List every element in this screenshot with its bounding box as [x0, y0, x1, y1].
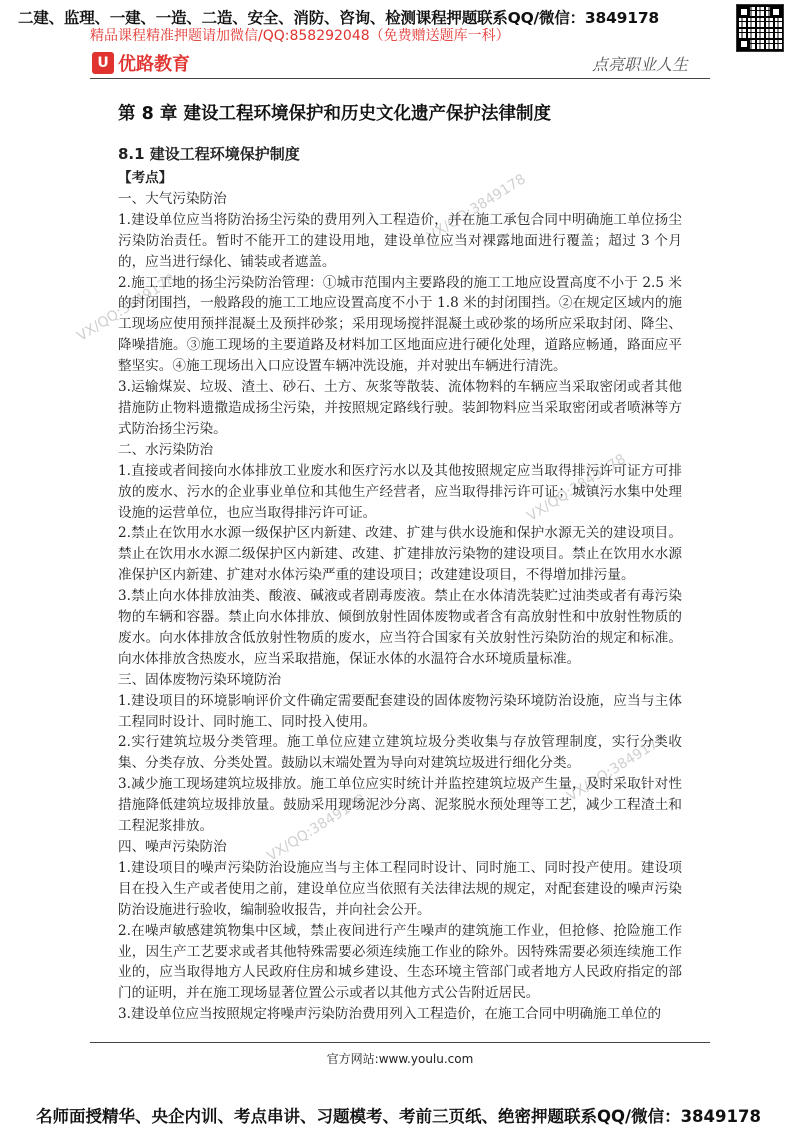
key-point-label: 【考点】: [118, 170, 173, 186]
group-heading: 一、大气污染防治: [118, 190, 227, 207]
list-item: 2.施工工地的扬尘污染防治管理：①城市范围内主要路段的施工工地应设置高度不小于 2.5 米的封闭围挡，一般路段的施工工地应设置高度不小于 1.8 米的封闭围挡。②在规定区域内的施工现场应使用预拌混凝土及预拌砂浆；采用现场搅拌混凝土或砂浆的场所应采取封闭、降尘、降噪措施。③施工现场的主要道路及材料加工区地面应进行硬化处理，道路应畅通，路面应平整坚实。④施工现场出入口应设置车辆冲洗设施，并对驶出车辆进行清洗。: [118, 274, 682, 375]
list-item: 1.建设项目的环境影响评价文件确定需要配套建设的固体废物污染环境防治设施，应当与主体工程同时设计、同时施工、同时投入使用。: [118, 692, 682, 730]
brand-slogan: 点亮职业人生: [592, 55, 689, 74]
section-title: 8.1 建设工程环境保护制度: [118, 145, 300, 163]
document-body: [118, 100, 682, 1025]
group-noise: [118, 837, 682, 1025]
group-solid-waste: [118, 670, 682, 837]
list-item: 1.建设单位应当将防治扬尘污染的费用列入工程造价，并在施工承包合同中明确施工单位扬尘污染防治责任。暂时不能开工的建设用地，建设单位应当对裸露地面进行覆盖；超过 3 个月的，应当进行绿化、铺装或者遮盖。: [118, 211, 682, 270]
logo-text: 优路教育: [118, 54, 190, 75]
promo-subline: 精品课程精准押题请加微信/QQ:858292048（免费赠送题库一科）: [90, 28, 510, 44]
watermark: VX/QQ:3849178: [264, 791, 369, 865]
list-item: 3.减少施工现场建筑垃圾排放。施工单位应实时统计并监控建筑垃圾产生量，及时采取针对性措施降低建筑垃圾排放量。鼓励采用现场泥沙分离、泥浆脱水预处理等工艺，减少工程渣土和工程泥浆排放。: [118, 776, 682, 835]
list-item: 3.建设单位应当按照规定将噪声污染防治费用列入工程造价，在施工合同中明确施工单位的: [118, 1006, 662, 1023]
header-divider: [90, 78, 710, 79]
promo-line: 二建、监理、一建、一造、二造、安全、消防、咨询、检测课程押题联系QQ/微信：3849178: [18, 9, 660, 27]
footer-promo-banner: 名师面授精华、央企内训、考点串讲、习题模考、考前三页纸、绝密押题联系QQ/微信：3849178: [36, 1107, 761, 1126]
chapter-title: 第 8 章 建设工程环境保护和历史文化遗产保护法律制度: [118, 104, 551, 124]
qr-code-icon: [736, 4, 784, 52]
watermark: VX/QQ:3849178: [564, 731, 669, 805]
footer-divider: [90, 1042, 710, 1043]
group-heading: 四、噪声污染防治: [118, 839, 227, 855]
list-item: 1.直接或者间接向水体排放工业废水和医疗污水以及其他按照规定应当取得排污许可证方可排放的废水、污水的企业事业单位和其他生产经营者，应当取得排污许可证；城镇污水集中处理设施的运营单位，也应当取得排污许可证。: [118, 462, 682, 521]
watermark: VX/QQ:3849178: [74, 271, 179, 345]
list-item: 3.运输煤炭、垃圾、渣土、砂石、土方、灰浆等散装、流体物料的车辆应当采取密闭或者其他措施防止物料遗撒造成扬尘污染，并按照规定路线行驶。装卸物料应当采取密闭或者喷淋等方式防治扬尘污染。: [118, 379, 682, 437]
group-water: [118, 440, 682, 670]
list-item: 1.建设项目的噪声污染防治设施应当与主体工程同时设计、同时施工、同时投产使用。建设项目在投入生产或者使用之前，建设单位应当依照有关法律法规的规定，对配套建设的噪声污染防治设施进行验收，编制验收报告，并向社会公开。: [118, 859, 682, 918]
brand-logo: [92, 50, 190, 76]
logo-icon: U: [92, 52, 114, 74]
page-header: [0, 0, 800, 90]
list-item: 3.禁止向水体排放油类、酸液、碱液或者剧毒废液。禁止在水体清洗装贮过油类或者有毒污染物的车辆和容器。禁止向水体排放、倾倒放射性固体废物或者含有高放射性和中放射性物质的废水。向水体排放含低放射性物质的废水，应当符合国家有关放射性污染防治的规定和标准。向水体排放含热废水，应当采取措施，保证水体的水温符合水环境质量标准。: [118, 588, 682, 667]
group-heading: 二、水污染防治: [118, 441, 214, 458]
watermark: VX/QQ:3849178: [424, 171, 529, 245]
footer-website: 官方网站:www.youlu.com: [326, 1052, 474, 1066]
list-item: 2.实行建筑垃圾分类管理。施工单位应建立建筑垃圾分类收集与存放管理制度，实行分类收集、分类存放、分类处置。鼓励以末端处置为导向对建筑垃圾进行细化分类。: [118, 734, 682, 772]
watermark: VX/QQ:3849178: [524, 451, 629, 525]
group-heading: 三、固体废物污染环境防治: [118, 671, 282, 688]
group-air: [118, 189, 682, 440]
list-item: 2.禁止在饮用水水源一级保护区内新建、改建、扩建与供水设施和保护水源无关的建设项目。禁止在饮用水水源二级保护区内新建、改建、扩建排放污染物的建设项目。禁止在饮用水水源准保护区内新建、扩建对水体污染严重的建设项目；改建建设项目，不得增加排污量。: [118, 525, 682, 584]
list-item: 2.在噪声敏感建筑物集中区域，禁止夜间进行产生噪声的建筑施工作业，但抢修、抢险施工作业，因生产工艺要求或者其他特殊需要必须连续施工作业的除外。因特殊需要必须连续施工作业的，应当取得地方人民政府住房和城乡建设、生态环境主管部门或者地方人民政府指定的部门的证明，并在施工现场显著位置公示或者以其他方式公告附近居民。: [118, 922, 682, 1002]
